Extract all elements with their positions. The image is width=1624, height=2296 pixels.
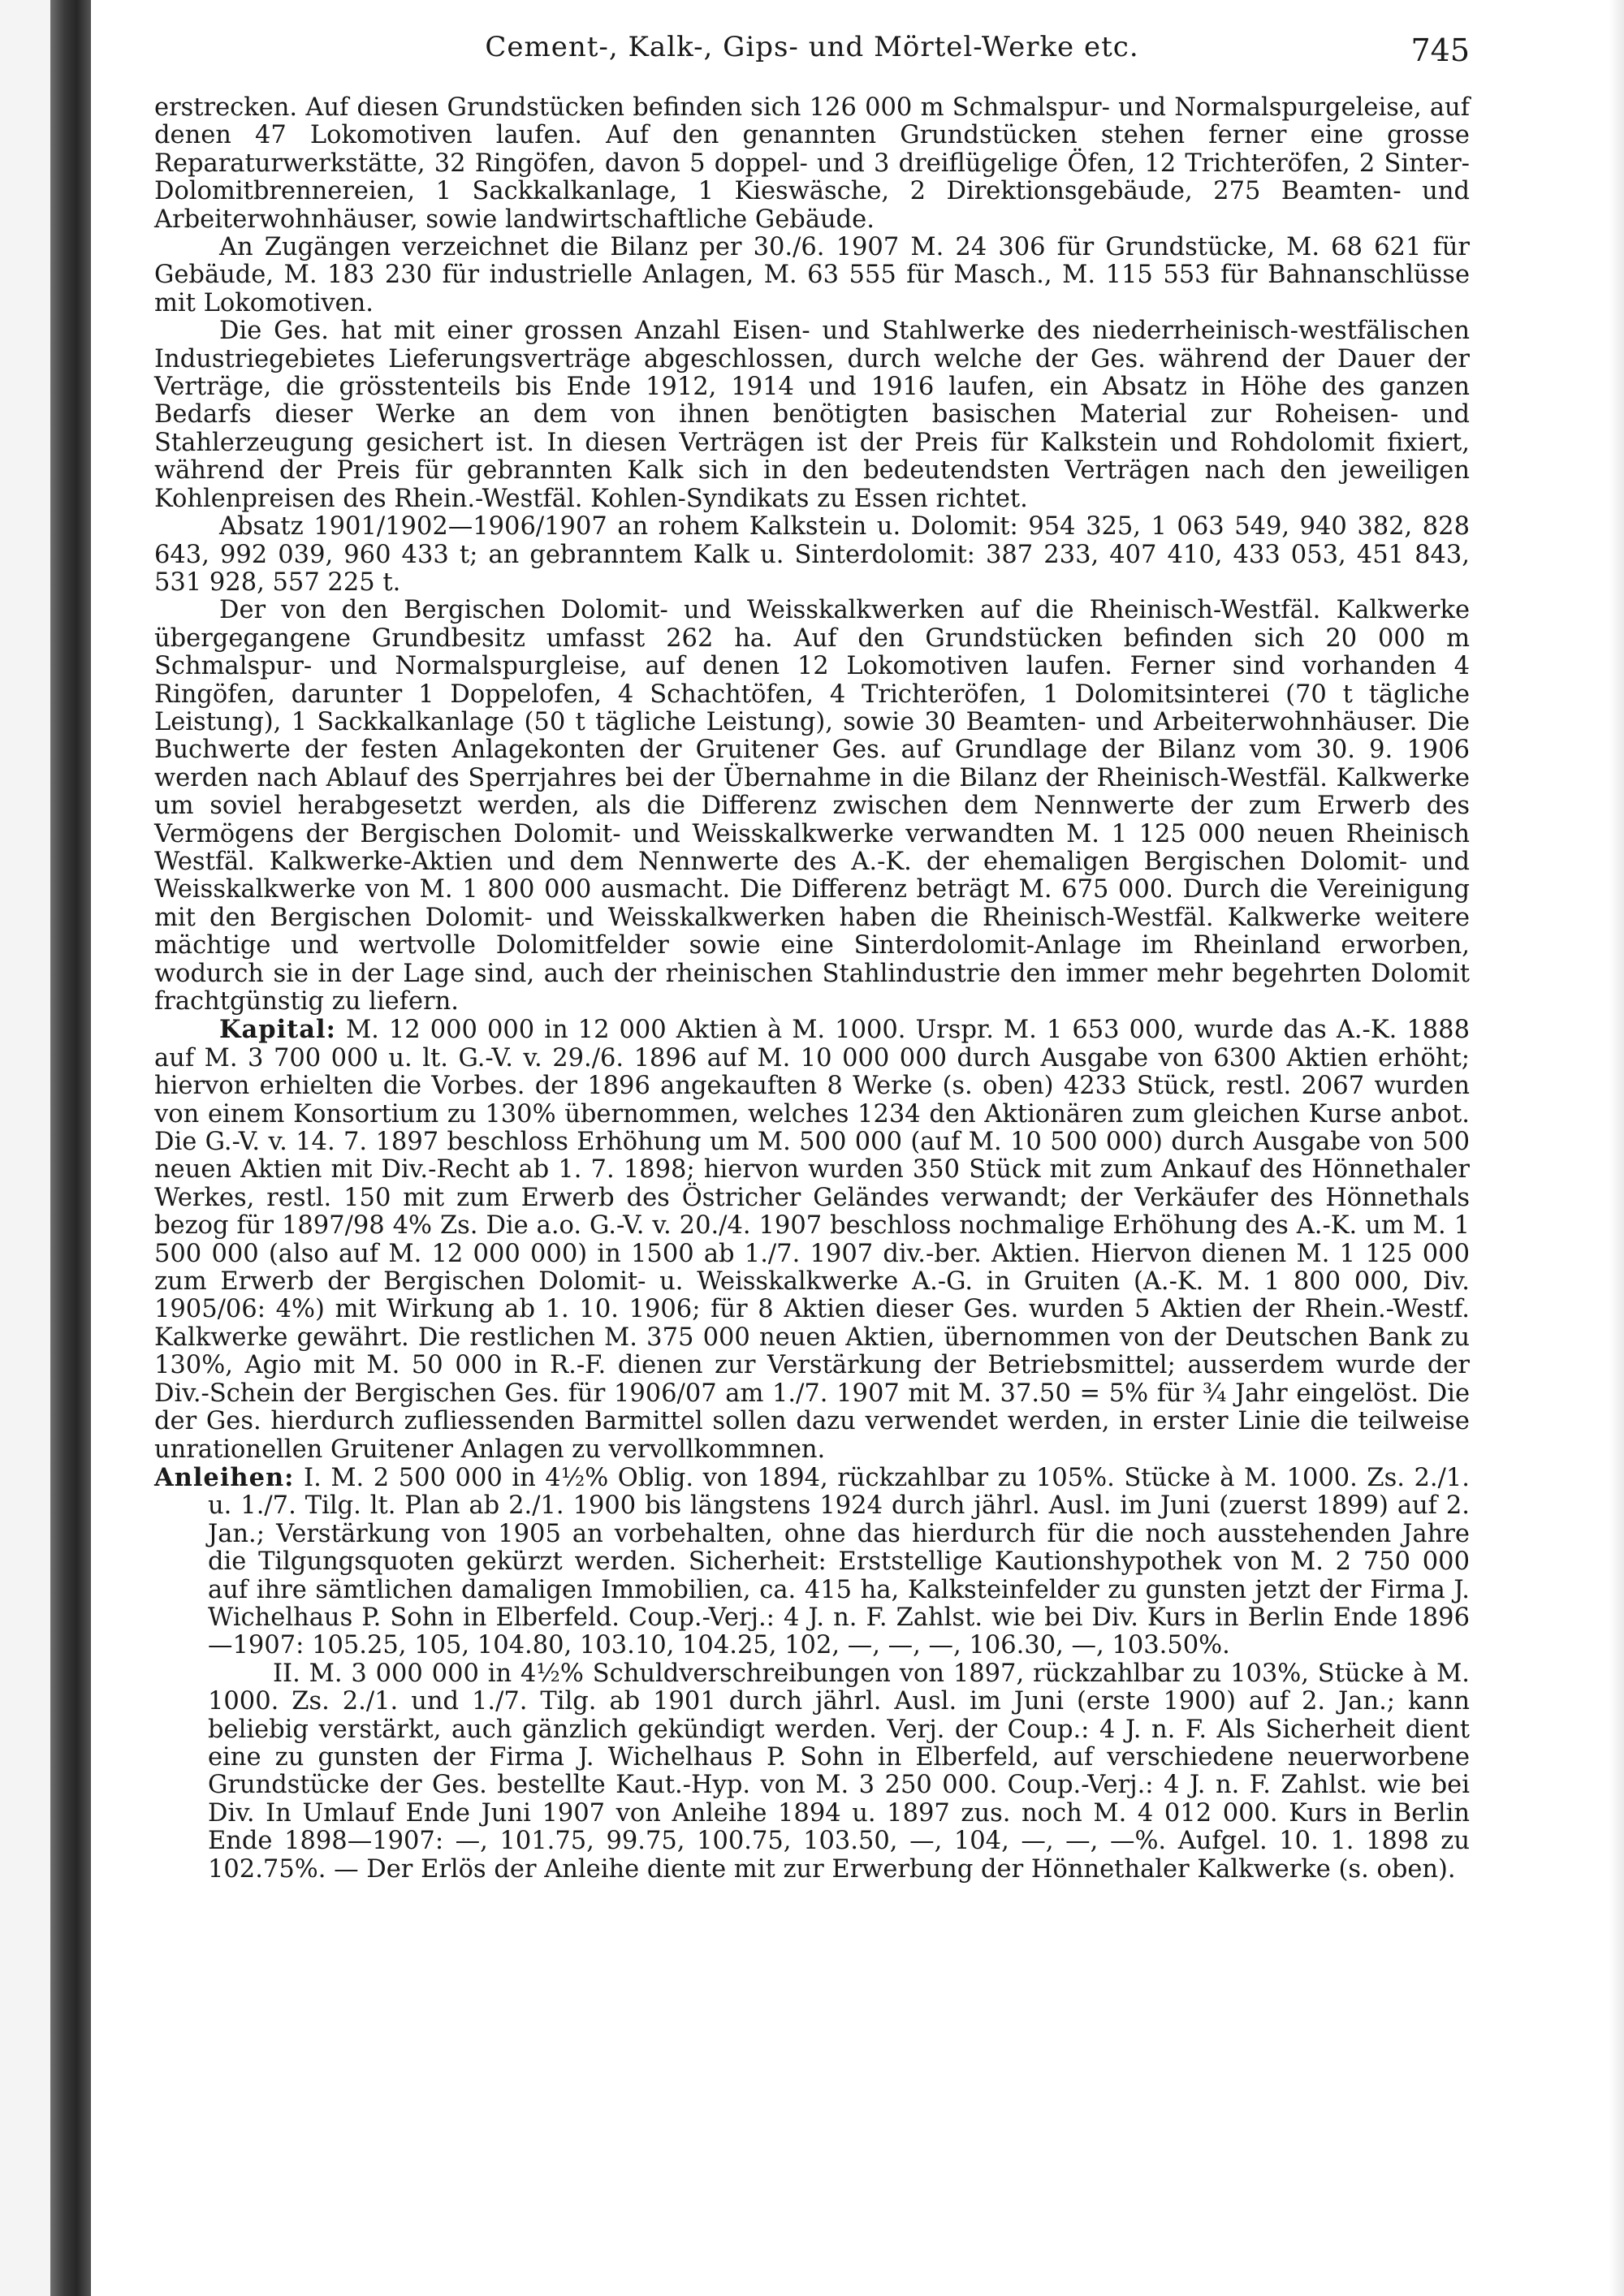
page-header (154, 31, 1470, 80)
paragraph-anleihen-ii: II. M. 3 000 000 in 4½% Schuldverschreibungen von 1897, rückzahlbar zu 103%, Stücke à M. 1000. Zs. 2./1. und 1./7. Tilg. ab 1901 durch jährl. Ausl. im Juni (erste 1900) auf 2. Jan.; kann beliebig verstärkt, auch gänzlich gekündigt werden. Verj. der Coup.: 4 J. n. F. Als Sicherheit dient eine zu gunsten der Firma J. Wichelhaus P. Sohn in Elberfeld, auf verschiedene neuerworbene Grundstücke der Ges. bestellte Kaut.-Hyp. von M. 3 250 000. Coup.-Verj.: 4 J. n. F. Zahlst. wie bei Div. In Umlauf Ende Juni 1907 von Anleihe 1894 u. 1897 zus. noch M. 4 012 000. Kurs in Berlin Ende 1898—1907: —, 101.75, 99.75, 100.75, 103.50, —, 104, —, —, —%. Aufgel. 10. 1. 1898 zu 102.75%. — Der Erlös der Anleihe diente mit zur Erwerbung der Hönnethaler Kalkwerke (s. oben). (208, 1659, 1470, 1884)
page-right-edge (1609, 0, 1624, 2296)
page-number: 745 (1410, 32, 1470, 68)
body-text (154, 94, 1470, 1884)
anleihen-i-text: I. M. 2 500 000 in 4½% Oblig. von 1894, rückzahlbar zu 105%. Stücke à M. 1000. Zs. 2./1. u. 1./7. Tilg. lt. Plan ab 2./1. 1900 bis längstens 1924 durch jährl. Ausl. im Juni (zuerst 1899) auf 2. Jan.; Verstärkung von 1905 an vorbehalten, ohne das hierdurch für die noch ausstehenden Jahre die Tilgungsquoten gekürzt werden. Sicherheit: Erststellige Kautionshypothek von M. 2 750 000 auf ihre sämtlichen damaligen Immobilien, ca. 415 ha, Kalksteinfelder zu gunsten jetzt der Firma J. Wichelhaus P. Sohn in Elberfeld. Coup.-Verj.: 4 J. n. F. Zahlst. wie bei Div. Kurs in Berlin Ende 1896—1907: 105.25, 105, 104.80, 103.10, 104.25, 102, —, —, —, 106.30, —, 103.50%. (208, 1463, 1470, 1660)
document-page (154, 0, 1470, 2296)
paragraph-kapital (154, 1016, 1470, 1464)
paragraph-anleihen-i (154, 1464, 1470, 1660)
page-left-margin (0, 0, 50, 2296)
paragraph-absatz: Absatz 1901/1902—1906/1907 an rohem Kalkstein u. Dolomit: 954 325, 1 063 549, 940 382, 828 643, 992 039, 960 433 t; an gebranntem Kalk u. Sinterdolomit: 387 233, 407 410, 433 053, 451 843, 531 928, 557 225 t. (154, 512, 1470, 597)
paragraph-zugaenge: An Zugängen verzeichnet die Bilanz per 30./6. 1907 M. 24 306 für Grundstücke, M. 68 621 für Gebäude, M. 183 230 für industrielle Anlagen, M. 63 555 für Masch., M. 115 553 für Bahnanschlüsse mit Lokomotiven. (154, 233, 1470, 317)
book-binding-shadow (50, 0, 91, 2296)
paragraph-grundbesitz: Der von den Bergischen Dolomit- und Weisskalkwerken auf die Rheinisch-Westfäl. Kalkwerke übergegangene Grundbesitz umfasst 262 ha. Auf den Grundstücken befinden sich 20 000 m Schmalspur- und Normalspurgleise, auf denen 12 Lokomotiven laufen. Ferner sind vorhanden 4 Ringöfen, darunter 1 Doppelofen, 4 Schachtöfen, 4 Trichteröfen, 1 Dolomitsinterei (70 t tägliche Leistung), 1 Sackkalkanlage (50 t tägliche Leistung), sowie 30 Beamten- und Arbeiterwohnhäuser. Die Buchwerte der festen Anlagekonten der Gruitener Ges. auf Grundlage der Bilanz vom 30. 9. 1906 werden nach Ablauf des Sperrjahres bei der Übernahme in die Bilanz der Rheinisch-Westfäl. Kalkwerke um soviel herabgesetzt werden, als die Differenz zwischen dem Nennwerte der zum Erwerb des Vermögens der Bergischen Dolomit- und Weisskalkwerke verwandten M. 1 125 000 neuen Rheinisch Westfäl. Kalkwerke-Aktien und dem Nennwerte des A.-K. der ehemaligen Bergischen Dolomit- und Weisskalkwerke von M. 1 800 000 ausmacht. Die Differenz beträgt M. 675 000. Durch die Vereinigung mit den Bergischen Dolomit- und Weisskalkwerken haben die Rheinisch-Westfäl. Kalkwerke weitere mächtige und wertvolle Dolomitfelder sowie eine Sinterdolomit-Anlage im Rheinland erworben, wodurch sie in der Lage sind, auch der rheinischen Stahlindustrie den immer mehr begehrten Dolomit frachtgünstig zu liefern. (154, 596, 1470, 1016)
paragraph-continuation: erstrecken. Auf diesen Grundstücken befinden sich 126 000 m Schmalspur- und Normalspurgeleise, auf denen 47 Lokomotiven laufen. Auf den genannten Grundstücken stehen ferner eine grosse Reparaturwerkstätte, 32 Ringöfen, davon 5 doppel- und 3 dreiflügelige Öfen, 12 Trichteröfen, 2 Sinter-Dolomitbrennereien, 1 Sackkalkanlage, 1 Kieswäsche, 2 Direktionsgebäude, 275 Beamten- und Arbeiterwohnhäuser, sowie landwirtschaftliche Gebäude. (154, 93, 1470, 234)
paragraph-lieferungsvertraege: Die Ges. hat mit einer grossen Anzahl Eisen- und Stahlwerke des niederrheinisch-westfälischen Industriegebietes Lieferungsverträge abgeschlossen, durch welche der Ges. während der Dauer der Verträge, die grösstenteils bis Ende 1912, 1914 und 1916 laufen, ein Absatz in Höhe des ganzen Bedarfs dieser Werke an dem von ihnen benötigten basischen Material zur Roheisen- und Stahlerzeugung gesichert ist. In diesen Verträgen ist der Preis für Kalkstein und Rohdolomit fixiert, während der Preis für gebrannten Kalk sich in den bedeutendsten Verträgen nach den jeweiligen Kohlenpreisen des Rhein.-Westfäl. Kohlen-Syndikats zu Essen richtet. (154, 317, 1470, 513)
section-label-kapital: Kapital: (219, 1015, 336, 1045)
kapital-text: M. 12 000 000 in 12 000 Aktien à M. 1000. Urspr. M. 1 653 000, wurde das A.-K. 1888 auf M. 3 700 000 u. lt. G.-V. v. 29./6. 1896 auf M. 10 000 000 durch Ausgabe von 6300 Aktien erhöht; hiervon erhielten die Vorbes. der 1896 angekauften 8 Werke (s. oben) 4233 Stück, restl. 2067 wurden von einem Konsortium zu 130% übernommen, welches 1234 den Aktionären zum gleichen Kurse anbot. Die G.-V. v. 14. 7. 1897 beschloss Erhöhung um M. 500 000 (auf M. 10 500 000) durch Ausgabe von 500 neuen Aktien mit Div.-Recht ab 1. 7. 1898; hiervon wurden 350 Stück mit zum Ankauf des Hönnethaler Werkes, restl. 150 mit zum Erwerb des Östricher Geländes verwandt; der Verkäufer des Hönnethals bezog für 1897/98 4% Zs. Die a.o. G.-V. v. 20./4. 1907 beschloss nochmalige Erhöhung des A.-K. um M. 1 500 000 (also auf M. 12 000 000) in 1500 ab 1./7. 1907 div.-ber. Aktien. Hiervon dienen M. 1 125 000 zum Erwerb der Bergischen Dolomit- u. Weisskalkwerke A.-G. in Gruiten (A.-K. M. 1 800 000, Div. 1905/06: 4%) mit Wirkung ab 1. 10. 1906; für 8 Aktien dieser Ges. wurden 5 Aktien der Rhein.-Westf. Kalkwerke gewährt. Die restlichen M. 375 000 neuen Aktien, übernommen von der Deutschen Bank zu 130%, Agio mit M. 50 000 in R.-F. dienen zur Verstärkung der Betriebsmittel; ausserdem wurde der Div.-Schein der Bergischen Ges. für 1906/07 am 1./7. 1907 mit M. 37.50 = 5% für ¾ Jahr eingelöst. Die der Ges. hierdurch zufliessenden Barmittel sollen dazu verwendet werden, in erster Linie die teilweise unrationellen Gruitener Anlagen zu vervollkommnen. (154, 1016, 1470, 1464)
section-label-anleihen: Anleihen: (154, 1462, 295, 1492)
running-head: Cement-, Kalk-, Gips- und Mörtel-Werke etc. (485, 31, 1139, 63)
